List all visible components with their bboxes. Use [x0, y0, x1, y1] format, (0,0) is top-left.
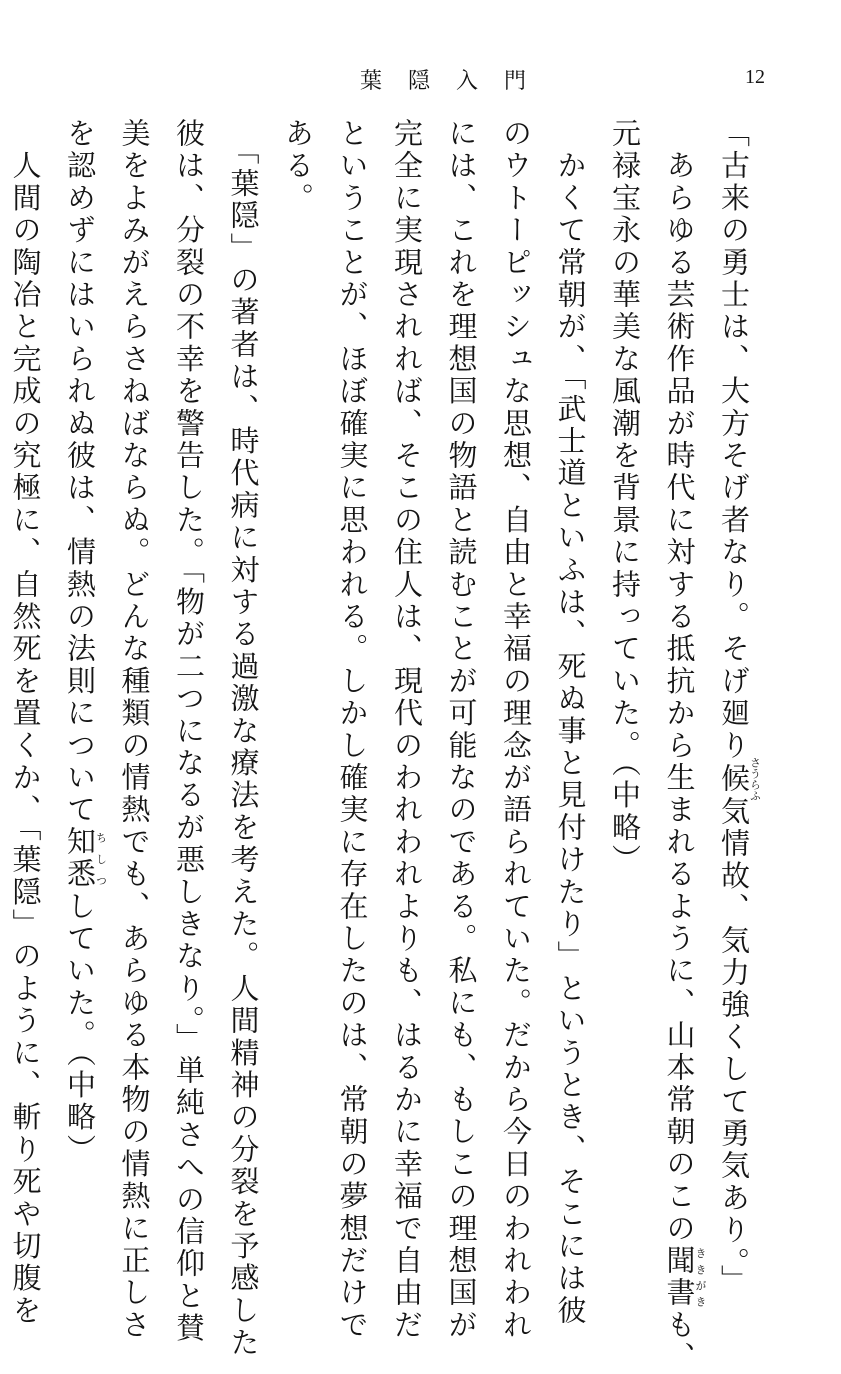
page-number: 12	[745, 66, 765, 88]
text-line-5: のウトーピッシュな思想、自由と幸福の理念が語られていた。だから今日のわれわれ	[499, 118, 533, 1342]
text-line-3: 元禄宝永の華美な風潮を背景に持っていた。（中略）	[608, 118, 642, 877]
text-line-4: かくて常朝が、「武士道といふは、死ぬ事と見付けたり」というとき、そこには彼	[553, 118, 588, 1328]
text-line-9: ある。	[281, 118, 315, 215]
running-title: 葉隠入門	[360, 69, 553, 94]
text-line-10: 「葉隠」の著者は、時代病に対する過激な療法を考えた。人間精神の分裂を予感した	[226, 118, 261, 1360]
text-line-12: 美をよみがえらさねばならぬ。どんな種類の情熱でも、あらゆる本物の情熱に正しさ	[117, 118, 152, 1342]
text-line-7: 完全に実現されれば、そこの住人は、現代のわれわれよりも、はるかに幸福で自由だ	[390, 118, 424, 1342]
furigana: 聞書ききがき	[662, 1245, 707, 1310]
text-line-13: を認めずにはいられぬ彼は、情熱の法則について知悉ちしつしていた。（中略）	[63, 118, 108, 1167]
body-text	[0, 118, 762, 1374]
text-line-8: ということが、ほぼ確実に思われる。しかし確実に存在したのは、常朝の夢想だけで	[335, 118, 370, 1342]
text-line-1: 「古来の勇士は、大方そげ者なり。そげ廻り候さうらふ気情故、気力強くして勇気あり。」	[717, 118, 762, 1297]
text-line-11: 彼は、分裂の不幸を警告した。「物が二つになるが悪しきなり。」単純さへの信仰と賛	[172, 118, 206, 1345]
furigana: 候さうらふ	[717, 757, 762, 801]
text-line-6: には、これを理想国の物語と読むことが可能なのである。私にも、もしこの理想国が	[444, 118, 479, 1342]
furigana: 知悉ちしつ	[63, 826, 108, 891]
text-line-2: あらゆる芸術作品が時代に対する抵抗から生まれるように、山本常朝のこの聞書ききがきも、	[662, 118, 707, 1374]
text-line-14: 人間の陶冶と完成の究極に、自然死を置くか、「葉隠」のように、斬り死や切腹を	[8, 118, 43, 1328]
